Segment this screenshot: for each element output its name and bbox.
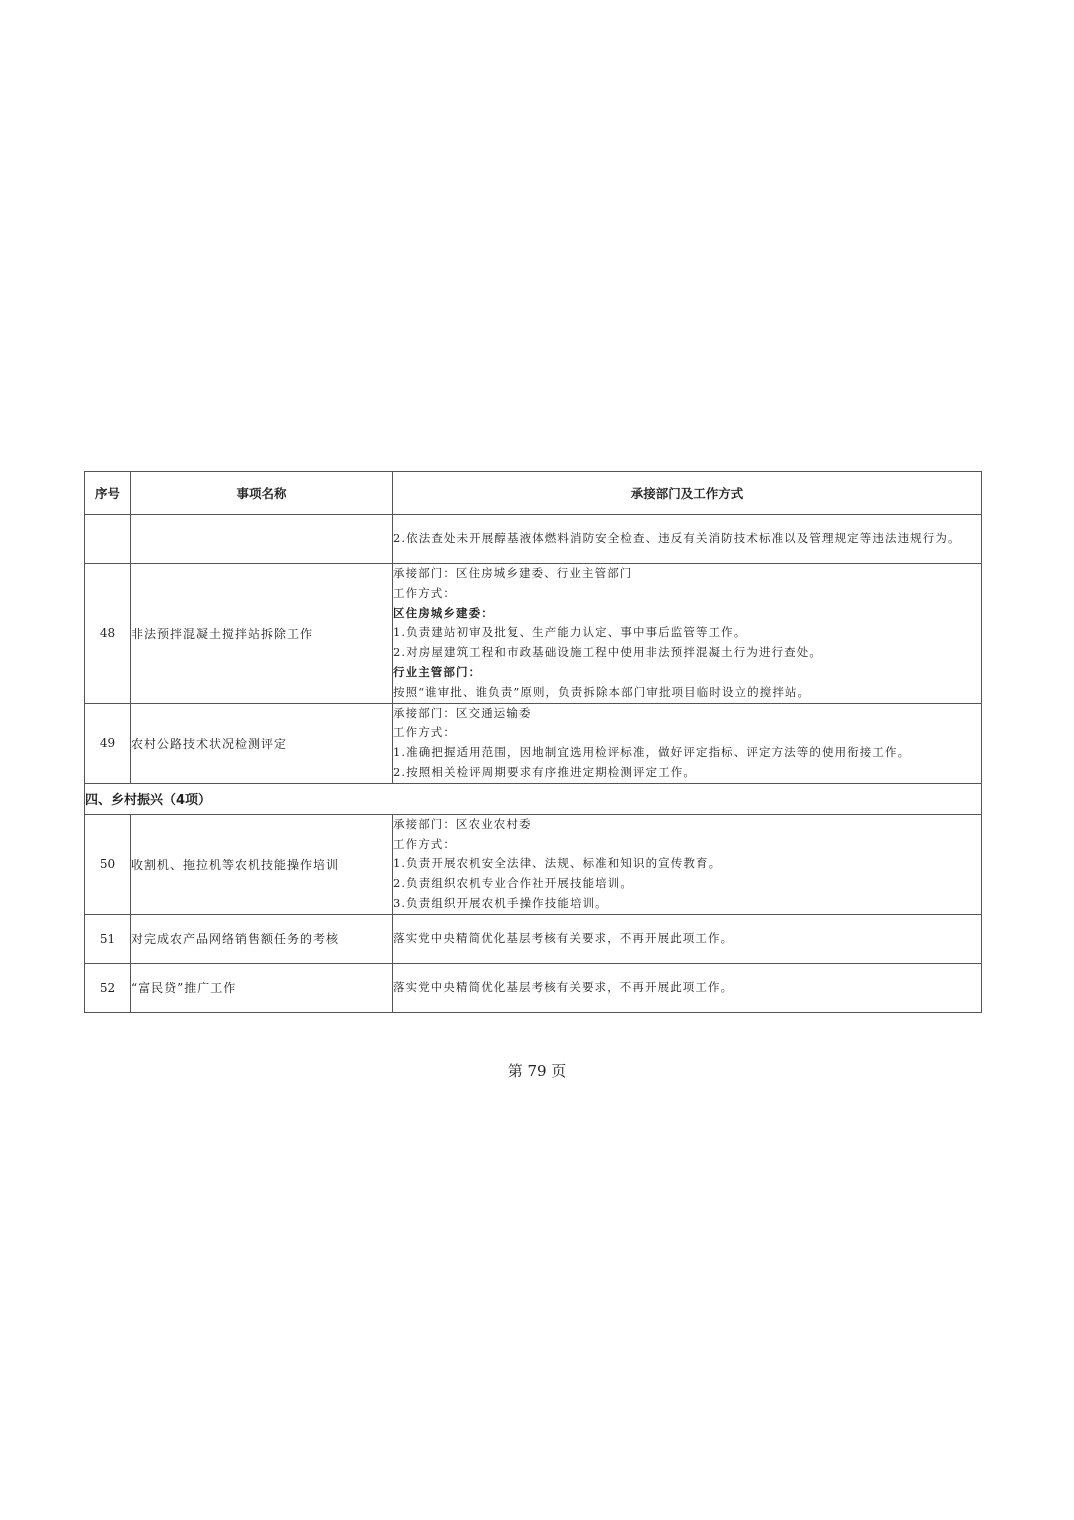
table-row — [85, 515, 982, 564]
table-row — [85, 914, 982, 963]
row-detail — [393, 914, 982, 963]
row-num — [85, 515, 131, 564]
table-row — [85, 564, 982, 704]
section-heading: 四、乡村振兴（4项） — [85, 783, 982, 814]
header-item-name: 事项名称 — [131, 472, 393, 515]
detail-line: 落实党中央精简优化基层考核有关要求，不再开展此项工作。 — [393, 930, 734, 945]
page-number: 第 79 页 — [507, 1062, 567, 1080]
detail-line: 2.负责组织农机专业合作社开展技能培训。 — [393, 876, 633, 891]
section-row — [85, 783, 982, 814]
row-item-name — [131, 515, 393, 564]
detail-line: 3.负责组织开展农机手操作技能培训。 — [393, 895, 608, 910]
detail-line: 承接部门：区农业农村委 — [393, 816, 532, 831]
detail-line: 工作方式： — [393, 836, 456, 851]
detail-line: 工作方式： — [393, 585, 456, 600]
table-row — [85, 963, 982, 1012]
header-num: 序号 — [85, 472, 131, 515]
header-department-method: 承接部门及工作方式 — [393, 472, 982, 515]
detail-line: 1.准确把握适用范围，因地制宜选用检评标准，做好评定指标、评定方法等的使用衔接工作。 — [393, 745, 911, 760]
detail-line: 承接部门：区交通运输委 — [393, 705, 532, 720]
table-row — [85, 703, 982, 783]
row-detail — [393, 564, 982, 704]
row-item-name: 对完成农产品网络销售额任务的考核 — [131, 914, 393, 963]
row-num: 51 — [85, 914, 131, 963]
row-item-name: 非法预拌混凝土搅拌站拆除工作 — [131, 564, 393, 704]
row-num: 49 — [85, 703, 131, 783]
row-detail — [393, 703, 982, 783]
row-num: 52 — [85, 963, 131, 1012]
work-items-table — [84, 471, 982, 1013]
detail-line: 1.负责开展农机安全法律、法规、标准和知识的宣传教育。 — [393, 856, 722, 871]
table-header-row — [85, 472, 982, 515]
row-detail — [393, 963, 982, 1012]
row-num: 48 — [85, 564, 131, 704]
detail-line: 承接部门：区住房城乡建委、行业主管部门 — [393, 566, 633, 580]
detail-line: 落实党中央精简优化基层考核有关要求，不再开展此项工作。 — [393, 979, 734, 994]
detail-line: 工作方式： — [393, 725, 456, 740]
detail-subheading: 行业主管部门： — [393, 664, 482, 679]
detail-line: 按照“谁审批、谁负责”原则，负责拆除本部门审批项目临时设立的搅拌站。 — [393, 684, 811, 699]
row-item-name: 收割机、拖拉机等农机技能操作培训 — [131, 814, 393, 914]
detail-line: 2.对房屋建筑工程和市政基础设施工程中使用非法预拌混凝土行为进行查处。 — [393, 645, 822, 660]
row-detail — [393, 814, 982, 914]
detail-line: 2.按照相关检评周期要求有序推进定期检测评定工作。 — [393, 764, 696, 779]
row-num: 50 — [85, 814, 131, 914]
detail-subheading: 区住房城乡建委： — [393, 605, 494, 620]
row-item-name: “富民贷”推广工作 — [131, 963, 393, 1012]
row-item-name: 农村公路技术状况检测评定 — [131, 703, 393, 783]
detail-line: 1.负责建站初审及批复、生产能力认定、事中事后监管等工作。 — [393, 625, 747, 640]
row-detail — [393, 515, 982, 564]
detail-line: 2.依法查处未开展醇基液体燃料消防安全检查、违反有关消防技术标准以及管理规定等违法违规行为。 — [393, 531, 961, 546]
table-row — [85, 814, 982, 914]
